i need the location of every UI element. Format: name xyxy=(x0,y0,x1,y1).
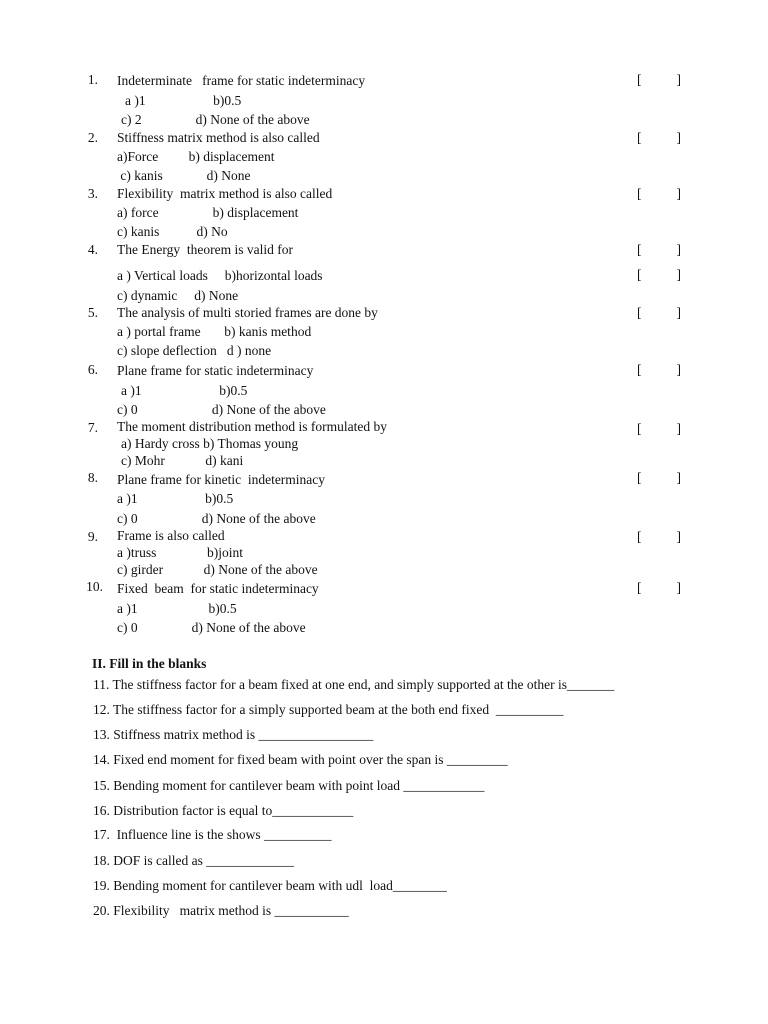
answer-bracket: [ ] xyxy=(637,267,681,282)
question-number: 5. xyxy=(87,305,98,320)
question-text: Fixed beam for static indeterminacy xyxy=(117,581,319,596)
answer-bracket: [ ] xyxy=(637,130,681,145)
question-text: The Energy theorem is valid for xyxy=(117,242,293,257)
answer-bracket: [ ] xyxy=(637,242,681,257)
option-line: a ) portal frame b) kanis method xyxy=(117,324,312,339)
question-number: 2. xyxy=(87,130,98,145)
option-line: c) slope deflection d ) none xyxy=(117,343,272,358)
answer-bracket: [ ] xyxy=(637,470,681,485)
fill-blank-item: 18. DOF is called as _____________ xyxy=(93,853,294,868)
fill-blank-item: 15. Bending moment for cantilever beam with point load ____________ xyxy=(93,778,485,793)
answer-bracket: [ ] xyxy=(637,529,681,544)
option-line: c) kanis d) None xyxy=(117,168,251,183)
answer-bracket: [ ] xyxy=(637,580,681,595)
answer-bracket: [ ] xyxy=(637,305,681,320)
question-text: Indeterminate frame for static indeterminacy xyxy=(117,73,366,88)
question-number: 1. xyxy=(87,72,98,87)
fill-blank-item: 20. Flexibility matrix method is ___________ xyxy=(93,903,349,918)
fill-blank-item: 17. Influence line is the shows __________ xyxy=(93,827,332,842)
question-text: Flexibility matrix method is also called xyxy=(117,186,333,201)
option-line: a)Force b) displacement xyxy=(117,149,275,164)
option-line: c) kanis d) No xyxy=(117,224,228,239)
option-line: c) Mohr d) kani xyxy=(121,453,244,468)
option-line: a) force b) displacement xyxy=(117,205,299,220)
answer-bracket: [ ] xyxy=(637,362,681,377)
option-line: a )1 b)0.5 xyxy=(121,383,248,398)
option-line: c) 0 d) None of the above xyxy=(117,511,316,526)
option-line: a )truss b)joint xyxy=(117,545,243,560)
question-text: Plane frame for static indeterminacy xyxy=(117,363,314,378)
question-number: 7. xyxy=(87,420,98,435)
fill-blank-item: 14. Fixed end moment for fixed beam with point over the span is _________ xyxy=(93,752,508,767)
section-title: II. Fill in the blanks xyxy=(92,656,207,671)
answer-bracket: [ ] xyxy=(637,421,681,436)
option-line: c) 2 d) None of the above xyxy=(121,112,310,127)
question-text: The moment distribution method is formulated by xyxy=(117,419,387,434)
option-line: c) 0 d) None of the above xyxy=(117,620,306,635)
question-number: 10. xyxy=(86,579,103,594)
question-text: Stiffness matrix method is also called xyxy=(117,130,320,145)
question-text: Plane frame for kinetic indeterminacy xyxy=(117,472,326,487)
option-line: a )1 b)0.5 xyxy=(117,601,237,616)
question-number: 3. xyxy=(87,186,98,201)
fill-blank-item: 11. The stiffness factor for a beam fixed at one end, and simply supported at the other is_______ xyxy=(93,677,615,692)
fill-blank-item: 16. Distribution factor is equal to____________ xyxy=(93,803,354,818)
answer-bracket: [ ] xyxy=(637,72,681,87)
fill-blank-item: 19. Bending moment for cantilever beam with udl load________ xyxy=(93,878,447,893)
question-number: 6. xyxy=(87,362,98,377)
question-number: 8. xyxy=(87,470,98,485)
option-line: a )1 b)0.5 xyxy=(125,93,242,108)
question-text: The analysis of multi storied frames are done by xyxy=(117,305,378,320)
option-line: c) 0 d) None of the above xyxy=(117,402,326,417)
option-line: a) Hardy cross b) Thomas young xyxy=(121,436,299,451)
option-line: c) girder d) None of the above xyxy=(117,562,318,577)
option-line: a ) Vertical loads b)horizontal loads xyxy=(117,268,323,283)
question-number: 4. xyxy=(87,242,98,257)
question-text: Frame is also called xyxy=(117,528,225,543)
answer-bracket: [ ] xyxy=(637,186,681,201)
fill-blank-item: 13. Stiffness matrix method is _________________ xyxy=(93,727,374,742)
question-number: 9. xyxy=(87,529,98,544)
option-line: a )1 b)0.5 xyxy=(117,491,234,506)
option-line: c) dynamic d) None xyxy=(117,288,239,303)
fill-blank-item: 12. The stiffness factor for a simply supported beam at the both end fixed __________ xyxy=(93,702,564,717)
